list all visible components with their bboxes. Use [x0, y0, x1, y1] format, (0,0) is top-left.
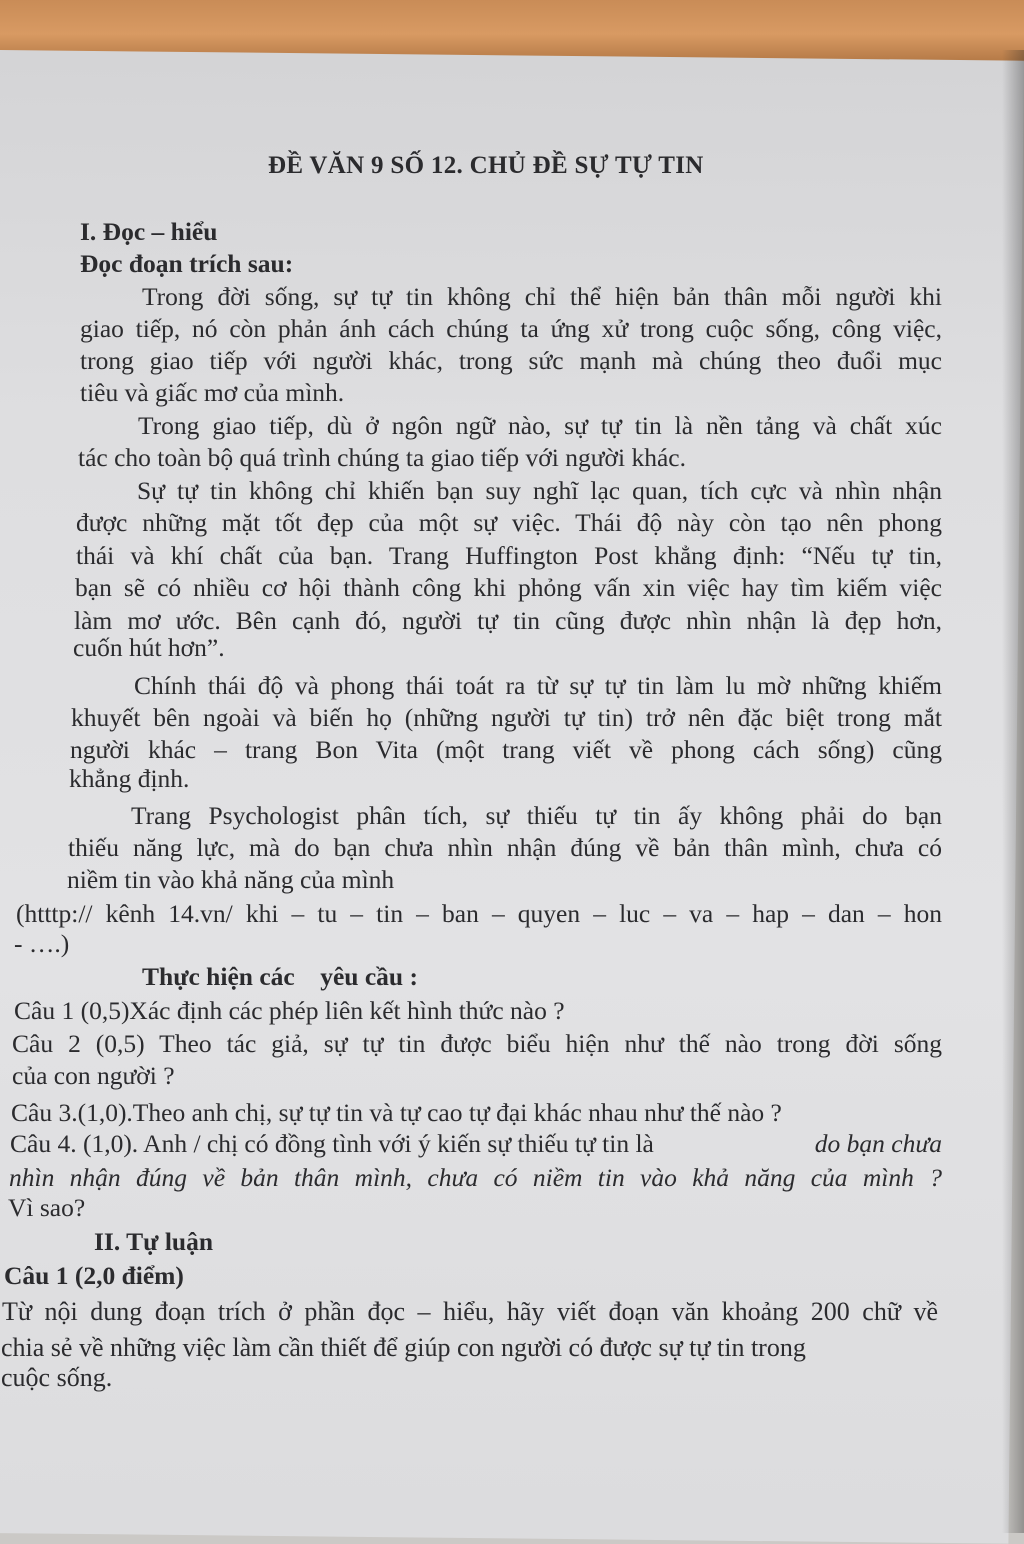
paragraph-1-line: tiêu và giấc mơ của mình. — [80, 378, 345, 407]
paragraph-3-line: cuốn hút hơn”. — [73, 633, 225, 662]
question-4-italic-quote-line: nhìn nhận đúng về bản thân mình, chưa có niềm tin vào khả năng của mình ? — [9, 1163, 942, 1192]
source-citation-line: (htttp:// kênh 14.vn/ khi – tu – tin – ban – quyen – luc – va – hap – dan – hon — [16, 899, 942, 928]
tasks-heading: Thực hiện các yêu cầu : — [142, 962, 418, 991]
question-3: Câu 3.(1,0).Theo anh chị, sự tự tin và tự cao tự đại khác nhau như thế nào ? — [11, 1098, 782, 1127]
paragraph-1-line: Trong đời sống, sự tự tin không chỉ thể hiện bản thân mỗi người khi — [142, 282, 942, 311]
paragraph-5-line: thiếu năng lực, mà do bạn chưa nhìn nhận đúng về bản thân mình, chưa có — [68, 833, 942, 862]
paragraph-4-line: người khác – trang Bon Vita (một trang viết về phong cách sống) cũng — [70, 735, 942, 764]
reading-instruction: Đọc đoạn trích sau: — [80, 249, 294, 278]
question-1: Câu 1 (0,5)Xác định các phép liên kết hình thức nào ? — [14, 996, 565, 1025]
paragraph-1-line: giao tiếp, nó còn phản ánh cách chúng ta ứng xử trong cuộc sống, công việc, — [80, 314, 942, 343]
paragraph-5-line: niềm tin vào khả năng của mình — [67, 865, 395, 894]
essay-question-1-line: chia sẻ về những việc làm cần thiết để giúp con người có được sự tự tin trong — [1, 1333, 806, 1362]
question-2-line: của con người ? — [12, 1061, 175, 1090]
question-4-line-3: Vì sao? — [8, 1193, 86, 1222]
question-4-line-1 — [10, 1128, 942, 1160]
section-heading-essay: II. Tự luận — [94, 1227, 214, 1256]
question-2-line: Câu 2 (0,5) Theo tác giả, sự tự tin được biểu hiện như thế nào trong đời sống — [12, 1029, 942, 1058]
paragraph-1-line: trong giao tiếp với người khác, trong sức mạnh mà chúng theo đuổi mục — [80, 346, 942, 375]
source-citation-line: - ….) — [14, 929, 70, 958]
question-4-text: Câu 4. (1,0). Anh / chị có đồng tình với ý kiến sự thiếu tự tin là — [10, 1129, 654, 1158]
essay-question-1-line: cuộc sống. — [1, 1363, 113, 1392]
paragraph-4-line: Chính thái độ và phong thái toát ra từ sự tự tin làm lu mờ những khiếm — [134, 671, 942, 700]
paragraph-3-line: thái và khí chất của bạn. Trang Huffington Post khẳng định: “Nếu tự tin, — [76, 541, 942, 570]
page-title: ĐỀ VĂN 9 SỐ 12. CHỦ ĐỀ SỰ TỰ TIN — [268, 152, 704, 179]
essay-question-1-line: Từ nội dung đoạn trích ở phần đọc – hiểu, hãy viết đoạn văn khoảng 200 chữ về — [2, 1297, 938, 1326]
paragraph-3-line: bạn sẽ có nhiều cơ hội thành công khi phỏng vấn xin việc hay tìm kiếm việc — [75, 573, 942, 602]
paragraph-4-line: khẳng định. — [69, 764, 190, 793]
paragraph-5-line: Trang Psychologist phân tích, sự thiếu tự tin ấy không phải do bạn — [131, 801, 942, 830]
paragraph-2-line: Trong giao tiếp, dù ở ngôn ngữ nào, sự tự tin là nền tảng và chất xúc — [138, 411, 942, 440]
paragraph-4-line: khuyết bên ngoài và biến họ (những người tự tin) trở nên đặc biệt trong mắt — [71, 703, 942, 732]
question-4-italic-quote: do bạn chưa — [814, 1129, 942, 1158]
section-heading-reading: I. Đọc – hiểu — [80, 217, 218, 246]
paragraph-3-line: làm mơ ước. Bên cạnh đó, người tự tin cũng được nhìn nhận là đẹp hơn, — [74, 606, 942, 635]
paragraph-2-line: tác cho toàn bộ quá trình chúng ta giao tiếp với người khác. — [78, 443, 687, 472]
paragraph-3-line: được những mặt tốt đẹp của một sự việc. Thái độ này còn tạo nên phong — [76, 508, 942, 537]
essay-question-1-heading: Câu 1 (2,0 điểm) — [4, 1261, 184, 1290]
paragraph-3-line: Sự tự tin không chỉ khiến bạn suy nghĩ lạc quan, tích cực và nhìn nhận — [137, 476, 942, 505]
